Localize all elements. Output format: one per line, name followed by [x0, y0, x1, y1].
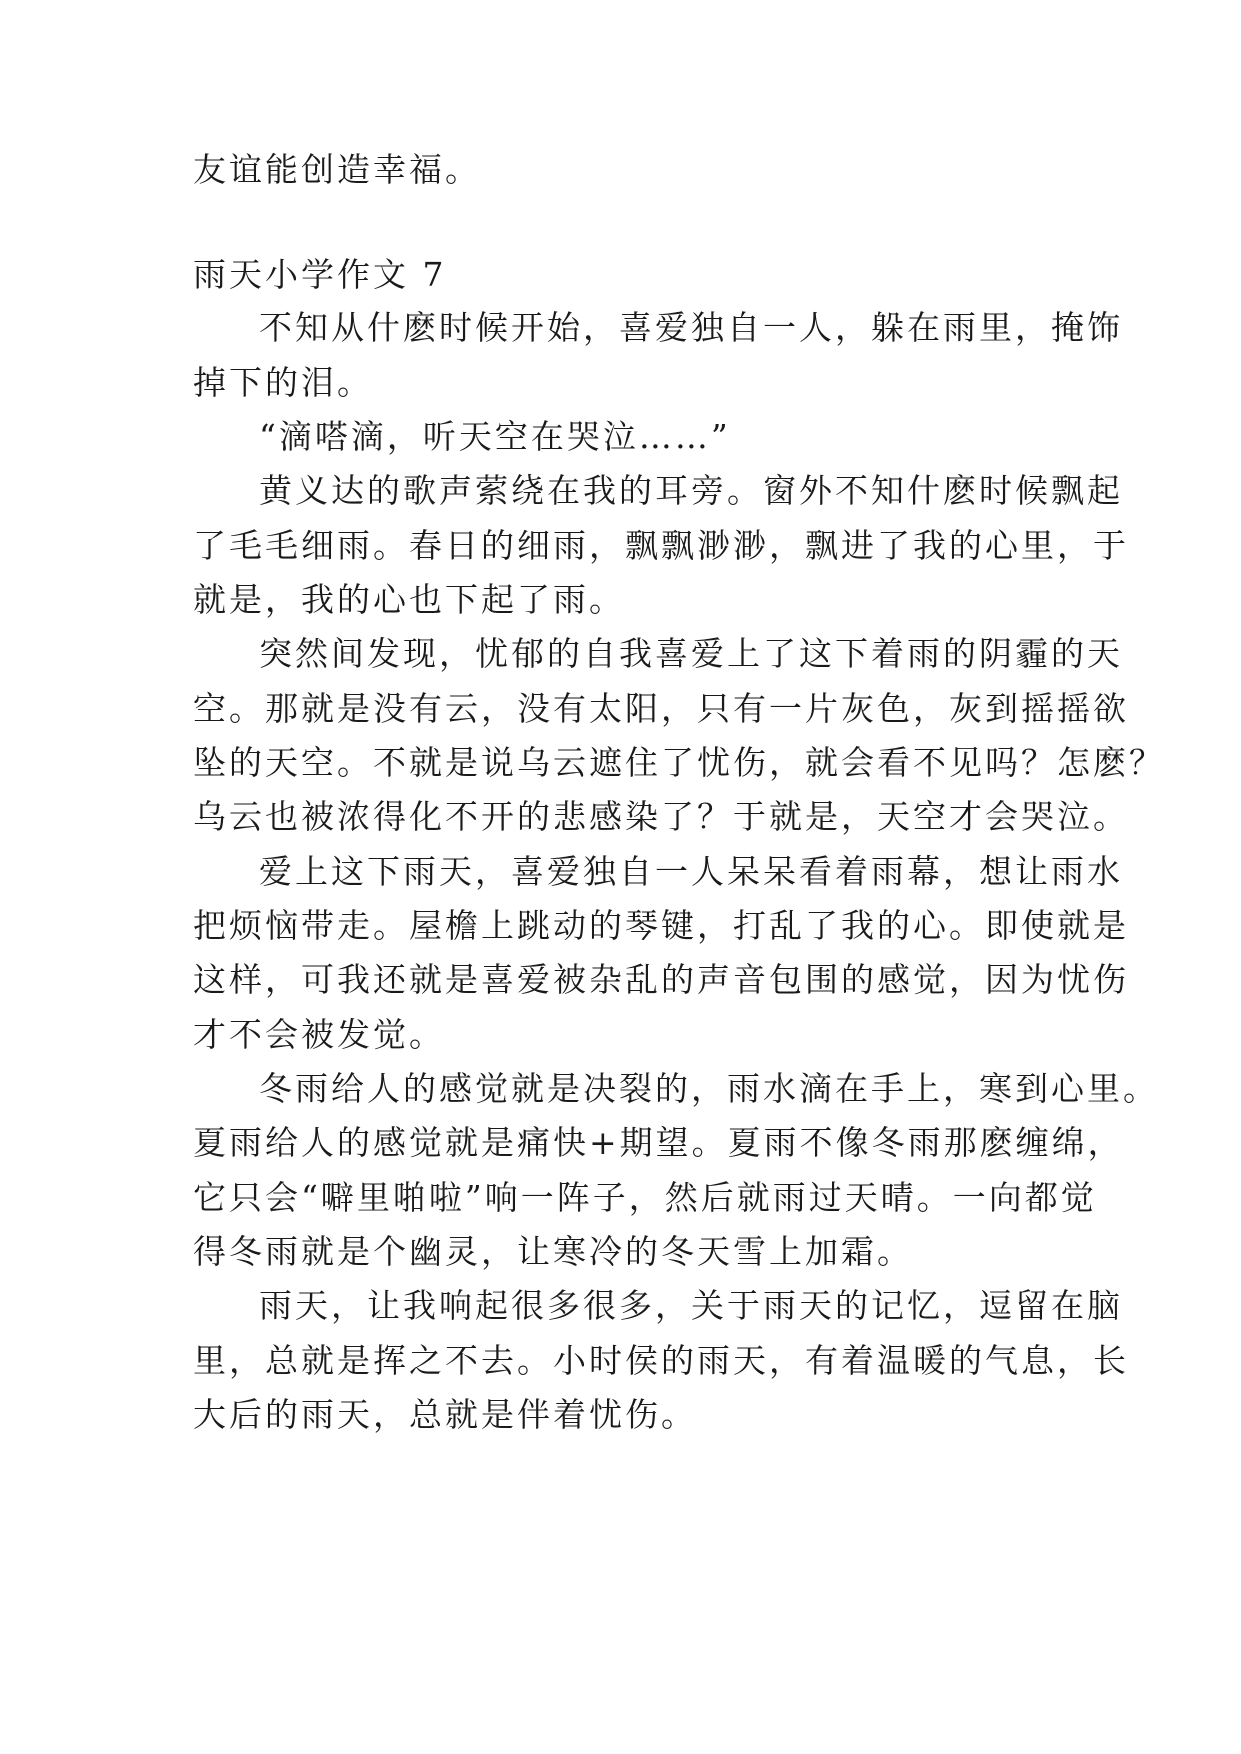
- text-line: 黄义达的歌声萦绕在我的耳旁。窗外不知什麽时候飘起: [259, 471, 1123, 510]
- text-line: 不知从什麽时候开始，喜爱独自一人，躲在雨里，掩饰: [259, 308, 1123, 347]
- text-line: 才不会被发觉。: [193, 1015, 445, 1054]
- text-line: 突然间发现，忧郁的自我喜爱上了这下着雨的阴霾的天: [259, 634, 1123, 673]
- text-line: 它只会“噼里啪啦”响一阵子，然后就雨过天晴。一向都觉: [193, 1178, 1097, 1217]
- text-line: 把烦恼带走。屋檐上跳动的琴键，打乱了我的心。即使就是: [193, 906, 1129, 945]
- text-line: 友谊能创造幸福。: [193, 150, 481, 189]
- text-line: 坠的天空。不就是说乌云遮住了忧伤，就会看不见吗？怎麽？: [193, 743, 1165, 782]
- text-line: 就是，我的心也下起了雨。: [193, 580, 625, 619]
- text-line: 了毛毛细雨。春日的细雨，飘飘渺渺，飘进了我的心里，于: [193, 526, 1129, 565]
- text-line: 得冬雨就是个幽灵，让寒冷的冬天雪上加霜。: [193, 1232, 913, 1271]
- text-line: 掉下的泪。: [193, 363, 373, 402]
- text-line: 这样，可我还就是喜爱被杂乱的声音包围的感觉，因为忧伤: [193, 960, 1129, 999]
- text-line: 里，总就是挥之不去。小时侯的雨天，有着温暖的气息，长: [193, 1341, 1129, 1380]
- text-line: 空。那就是没有云，没有太阳，只有一片灰色，灰到摇摇欲: [193, 689, 1129, 728]
- section-title: 雨天小学作文 7: [193, 255, 447, 294]
- text-line: 雨天，让我响起很多很多，关于雨天的记忆，逗留在脑: [259, 1286, 1123, 1325]
- text-line: 爱上这下雨天，喜爱独自一人呆呆看着雨幕，想让雨水: [259, 852, 1123, 891]
- text-line: 夏雨给人的感觉就是痛快+期望。夏雨不像冬雨那麽缠绵，: [193, 1123, 1124, 1162]
- text-line: 大后的雨天，总就是伴着忧伤。: [193, 1395, 697, 1434]
- text-line: “滴嗒滴，听天空在哭泣……”: [259, 417, 731, 456]
- text-line: 冬雨给人的感觉就是决裂的，雨水滴在手上，寒到心里。: [259, 1069, 1159, 1108]
- text-line: 乌云也被浓得化不开的悲感染了？于就是，天空才会哭泣。: [193, 797, 1129, 836]
